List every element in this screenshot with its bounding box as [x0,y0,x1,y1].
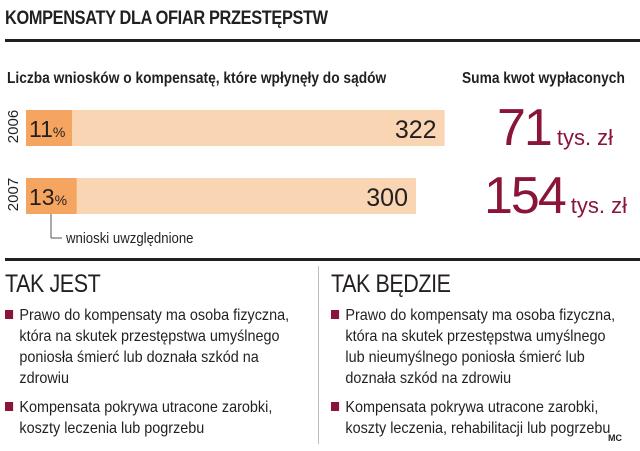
paid-amount-2006-value: 71 [497,99,551,157]
legend-label: wnioski uwzględnione [66,229,194,247]
year-label-2007: 2007 [5,177,23,212]
year-label-2006: 2006 [5,109,23,144]
column-divider [318,266,319,444]
paid-amount-2007-value: 154 [484,167,565,225]
accepted-percent-label-2007: 13% [29,184,68,210]
current-law-item-2: Kompensata pokrywa utracone zarobki, koszty leczenia lub pogrzebu [5,397,302,439]
total-applications-label-2006: 322 [394,116,437,144]
current-law-heading: TAK JEST [5,270,101,298]
paid-amount-header: Suma kwot wypłaconych [462,70,625,87]
paid-amount-2006-unit: tys. zł [556,125,614,150]
percent-sign: % [52,124,66,140]
page-title: KOMPENSATY DLA OFIAR PRZESTĘPSTW [5,8,328,29]
paid-amount-2006 [497,98,613,158]
bullet-square-icon [5,402,13,411]
bullet-square-icon [5,310,13,319]
author-credit: MC [608,433,622,443]
total-applications-label-2007: 300 [366,184,408,212]
title-rule [5,39,640,42]
percent-sign: % [54,192,68,208]
applications-bar-chart [0,100,460,250]
section-rule [5,258,640,261]
paid-amount-2007 [484,166,627,226]
new-law-heading: TAK BĘDZIE [331,270,451,298]
bar-total-2006 [26,110,445,146]
current-law-item-1: Prawo do kompensaty ma osoba fizyczna, która na skutek przestępstwa umyślnego poniosła śmierć lub doznała szkód na zdrowiu [5,305,302,389]
applications-header: Liczba wniosków o kompensatę, które wpłynęły do sądów [7,70,387,87]
accepted-percent-label-2006: 11% [29,116,66,142]
new-law-item-1: Prawo do kompensaty ma osoba fizyczna, która na skutek przestępstwa umyślnego lub nieumyślnego poniosła śmierć lub doznała szkód na zdrowiu [331,305,617,389]
bullet-square-icon [331,402,339,411]
bullet-square-icon [331,310,339,319]
bar-total-2007 [26,178,416,214]
paid-amount-2007-unit: tys. zł [570,193,627,218]
new-law-item-2: Kompensata pokrywa utracone zarobki, koszty leczenia, rehabilitacji lub pogrzebu [331,397,617,439]
